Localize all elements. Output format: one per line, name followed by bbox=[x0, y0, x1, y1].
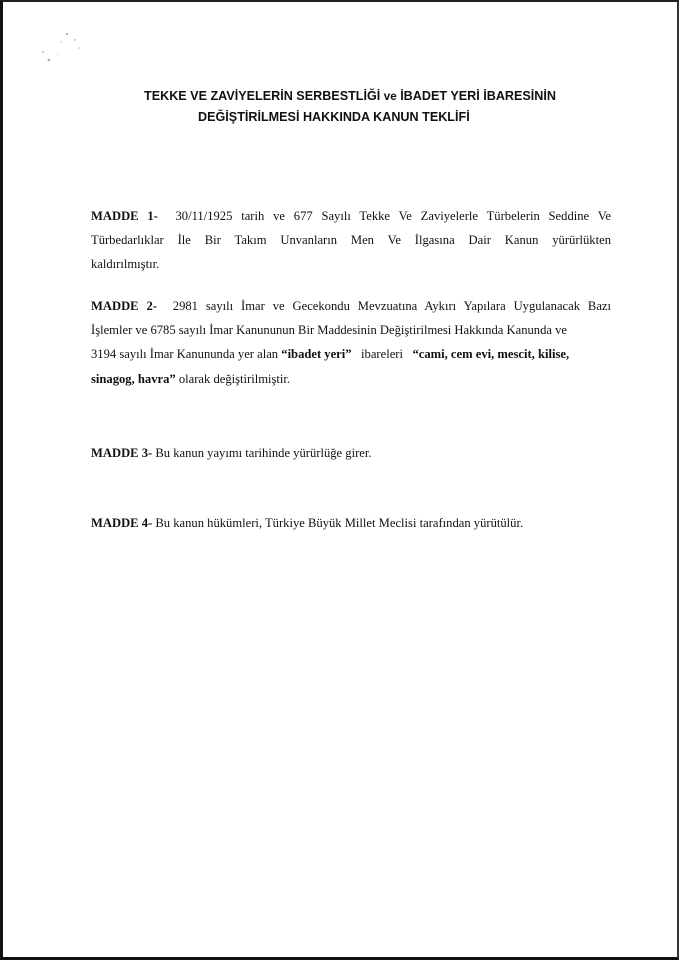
article-2-label: MADDE 2- bbox=[91, 299, 157, 313]
article-3-label: MADDE 3- bbox=[91, 446, 153, 460]
scan-specks bbox=[31, 30, 91, 70]
article-2-line-4 bbox=[91, 372, 290, 387]
article-2-line-1 bbox=[91, 299, 611, 314]
article-3-text: Bu kanun yayımı tarihinde yürürlüğe girer. bbox=[155, 446, 372, 460]
article-1-line-1 bbox=[91, 209, 611, 224]
article-3-line-1 bbox=[91, 446, 372, 461]
article-1-label: MADDE 1- bbox=[91, 209, 158, 223]
article-2-quote-places: “cami, cem evi, mescit, kilise, bbox=[412, 347, 570, 361]
article-1-text-1: 30/11/1925 tarih ve 677 Sayılı Tekke Ve Zaviyelerle Türbelerin Seddine Ve bbox=[175, 209, 611, 223]
title-part-2: ve bbox=[383, 90, 397, 103]
title-part-3: İBADET YERİ İBARESİNİN bbox=[400, 89, 556, 103]
article-2-text-4b: olarak değiştirilmiştir. bbox=[178, 372, 291, 386]
article-4-text: Bu kanun hükümleri, Türkiye Büyük Millet Meclisi tarafından yürütülür. bbox=[155, 516, 524, 530]
article-2-line-2: İşlemler ve 6785 sayılı İmar Kanununun Bir Maddesinin Değiştirilmesi Hakkında Kanunda ve bbox=[91, 323, 568, 337]
article-1-line-3: kaldırılmıştır. bbox=[91, 257, 160, 271]
article-2-line-3 bbox=[91, 347, 569, 362]
title-part-1: TEKKE VE ZAVİYELERİN SERBESTLİĞİ bbox=[144, 89, 381, 103]
document-title-line-1 bbox=[3, 89, 679, 103]
article-2-quote-places-end: sinagog, havra” bbox=[91, 372, 176, 386]
article-4-label: MADDE 4- bbox=[91, 516, 153, 530]
article-2-text-3a: 3194 sayılı İmar Kanununda yer alan bbox=[91, 347, 279, 361]
document-title-line-2: DEĞİŞTİRİLMESİ HAKKINDA KANUN TEKLİFİ bbox=[198, 110, 470, 124]
article-2-quote-ibadet-yeri: “ibadet yeri” bbox=[281, 347, 352, 361]
article-2-text-3c: ibareleri bbox=[361, 347, 403, 361]
article-1-line-2: Türbedarlıklar İle Bir Takım Unvanların Men Ve İlgasına Dair Kanun yürürlükten bbox=[91, 233, 611, 247]
article-4-line-1 bbox=[91, 516, 523, 531]
article-2-text-1: 2981 sayılı İmar ve Gecekondu Mevzuatına Aykırı Yapılara Uygulanacak Bazı bbox=[172, 299, 611, 313]
